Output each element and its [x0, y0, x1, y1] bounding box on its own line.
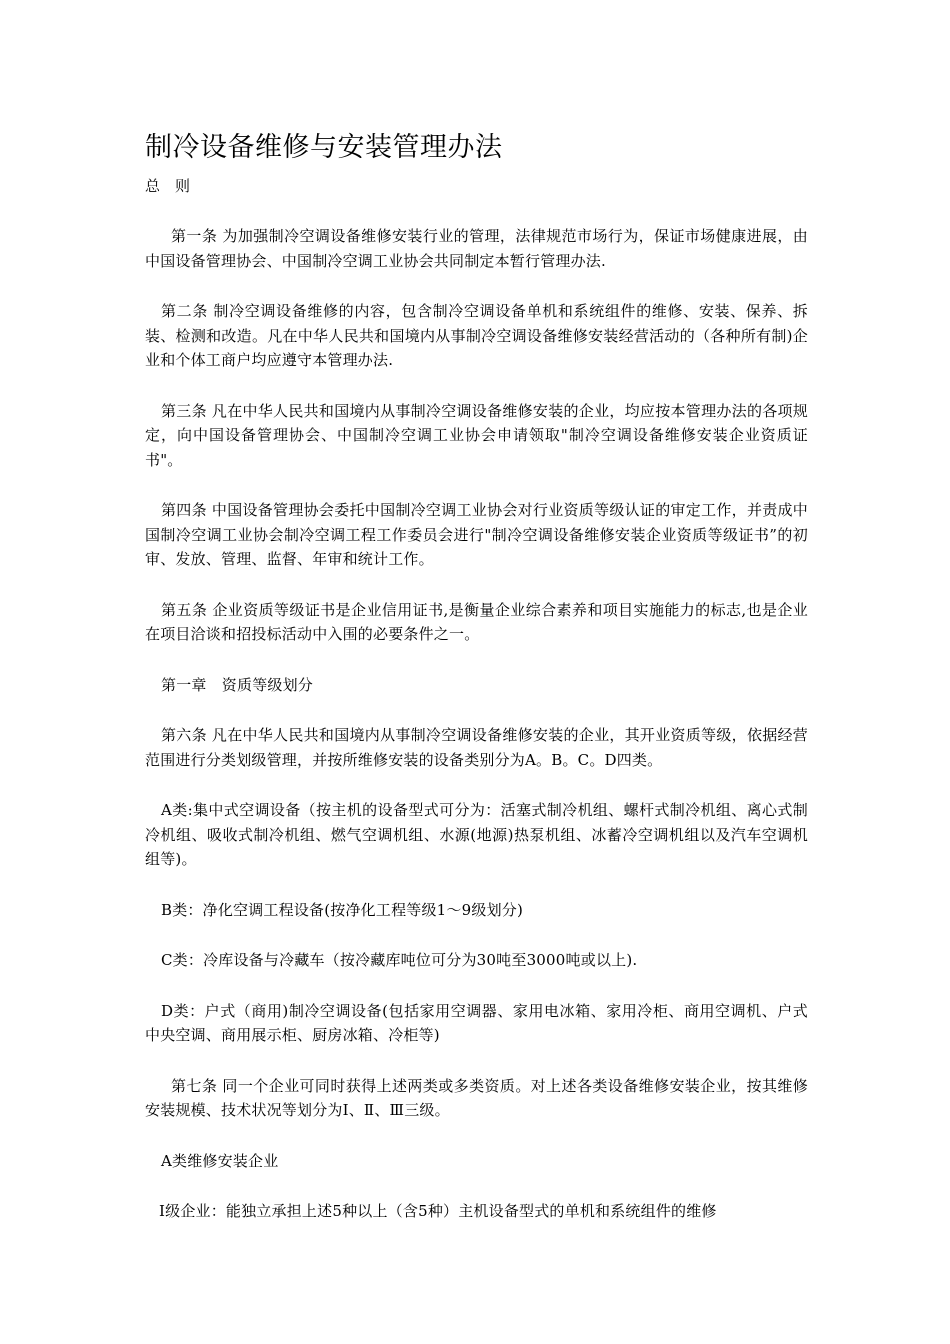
article-6: 第六条 凡在中华人民共和国境内从事制冷空调设备维修安装的企业，其开业资质等级，依据经营范围进行分类划级管理，并按所维修安装的设备类别分为A。B。C。D四类。 — [145, 726, 808, 769]
category-a: A类:集中式空调设备（按主机的设备型式可分为：活塞式制冷机组、螺杆式制冷机组、离心式制冷机组、吸收式制冷机组、燃气空调机组、水源(地源)热泵机组、冰蓄冷空调机组以及汽车空调机组等)。 — [145, 801, 808, 868]
document-page — [145, 128, 808, 1224]
article-1: 第一条 为加强制冷空调设备维修安装行业的管理，法律规范市场行为，保证市场健康进展，由中国设备管理协会、中国制冷空调工业协会共同制定本暂行管理办法. — [145, 227, 808, 270]
category-a-enterprises-heading: A类维修安装企业 — [161, 1151, 279, 1170]
article-3: 第三条 凡在中华人民共和国境内从事制冷空调设备维修安装的企业，均应按本管理办法的各项规定，向中国设备管理协会、中国制冷空调工业协会申请领取"制冷空调设备维修安装企业资质证书"。 — [145, 401, 808, 469]
chapter-1-heading: 第一章 资质等级划分 — [161, 675, 314, 694]
document-title: 制冷设备维修与安装管理办法 — [145, 132, 503, 163]
article-5: 第五条 企业资质等级证书是企业信用证书,是衡量企业综合素养和项目实施能力的标志,也是企业在项目洽谈和招投标活动中入围的必要条件之一。 — [145, 600, 808, 643]
article-2: 第二条 制冷空调设备维修的内容，包含制冷空调设备单机和系统组件的维修、安装、保养、拆装、检测和改造。凡在中华人民共和国境内从事制冷空调设备维修安装经营活动的（各种所有制)企业和个体工商户均应遵守本管理办法. — [145, 302, 808, 369]
category-b: B类：净化空调工程设备(按净化工程等级1～9级划分) — [161, 900, 524, 919]
article-7: 第七条 同一个企业可同时获得上述两类或多类资质。对上述各类设备维修安装企业，按其维修安装规模、技术状况等划分为Ⅰ、Ⅱ、Ⅲ三级。 — [145, 1076, 808, 1119]
category-c: C类：冷库设备与冷藏车（按冷藏库吨位可分为30吨至3000吨或以上). — [161, 951, 638, 969]
article-4: 第四条 中国设备管理协会委托中国制冷空调工业协会对行业资质等级认证的审定工作，并责成中国制冷空调工业协会制冷空调工程工作委员会进行"制冷空调设备维修安装企业资质等级证书”的初审、发放、管理、监督、年审和统计工作。 — [145, 501, 808, 568]
category-d: D类：户式（商用)制冷空调设备(包括家用空调器、家用电冰箱、家用冷柜、商用空调机、户式中央空调、商用展示柜、厨房冰箱、冷柜等) — [145, 1001, 808, 1044]
level-1-enterprise: Ⅰ级企业：能独立承担上述5种以上（含5种）主机设备型式的单机和系统组件的维修 — [159, 1202, 717, 1220]
section-heading-general: 总 则 — [145, 177, 191, 195]
